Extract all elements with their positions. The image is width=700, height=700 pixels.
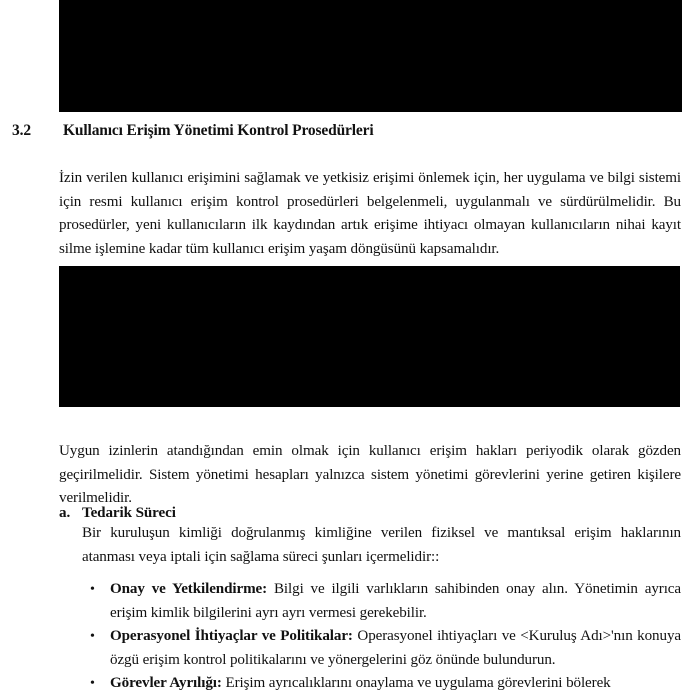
section-number: 3.2 bbox=[12, 122, 32, 139]
lettered-item-heading bbox=[59, 505, 681, 522]
section-title: Kullanıcı Erişim Yönetimi Kontrol Prosedürleri bbox=[63, 122, 374, 139]
bullet-icon: • bbox=[90, 582, 95, 597]
list-item bbox=[90, 625, 681, 672]
list-item bbox=[90, 578, 681, 625]
lettered-item-marker: a. bbox=[59, 505, 71, 521]
list-item-text: Erişim ayrıcalıklarını onaylama ve uygulama görevlerini bölerek bbox=[221, 675, 611, 692]
lettered-item-title: Tedarik Süreci bbox=[82, 505, 176, 521]
section-heading bbox=[0, 122, 700, 140]
list-item-text: Bilgi ve ilgili varlıkların sahibinden onay alın. Yönetimin ayrıca erişim kimlik bilgilerini ayrı ayrı vermesi gerekebilir. bbox=[110, 581, 681, 621]
bullet-icon: • bbox=[90, 629, 95, 645]
paragraph-intro: İzin verilen kullanıcı erişimini sağlamak ve yetkisiz erişimi önlemek için, her uygulama ve bilgi sistemi için resmi kullanıcı erişim kontrol prosedürleri belgelenmeli, uygulanmalı ve sürdürülmelidir. Bu prosedürler, yeni kullanıcıların ilk kaydından artık erişime ihtiyacı olmayan kullanıcıların nihai kayıt silme işlemine kadar tüm kullanıcı erişim yaşam döngüsünü kapsamalıdır. bbox=[59, 170, 681, 257]
list-item-term: Operasyonel İhtiyaçlar ve Politikalar: bbox=[110, 628, 353, 645]
paragraph-access-review: Uygun izinlerin atandığından emin olmak için kullanıcı erişim hakları periyodik olarak gözden geçirilmelidir. Sistem yönetimi hesapları yalnızca sistem yönetimi görevlerini yerine getiren kişilere verilmelidir. bbox=[59, 443, 681, 507]
lettered-item-body: Bir kuruluşun kimliği doğrulanmış kimliğine verilen fiziksel ve mantıksal erişim haklarının atanması veya iptali için sağlama süreci şunları içermelidir:: bbox=[82, 525, 681, 565]
redaction-block-middle bbox=[59, 266, 680, 407]
bullet-list bbox=[90, 578, 681, 696]
list-item-text: Operasyonel ihtiyaçları ve <Kuruluş Adı>'nın konuya özgü erişim kontrol politikalarını ve yönergelerini göz önünde bulundurun. bbox=[110, 628, 681, 668]
redaction-block-top bbox=[59, 0, 682, 112]
bullet-icon: • bbox=[90, 676, 95, 692]
list-item-term: Görevler Ayrılığı: bbox=[110, 675, 222, 692]
lettered-item-a bbox=[59, 505, 681, 569]
list-item-term: Onay ve Yetkilendirme: bbox=[110, 581, 268, 597]
list-item bbox=[90, 672, 681, 696]
